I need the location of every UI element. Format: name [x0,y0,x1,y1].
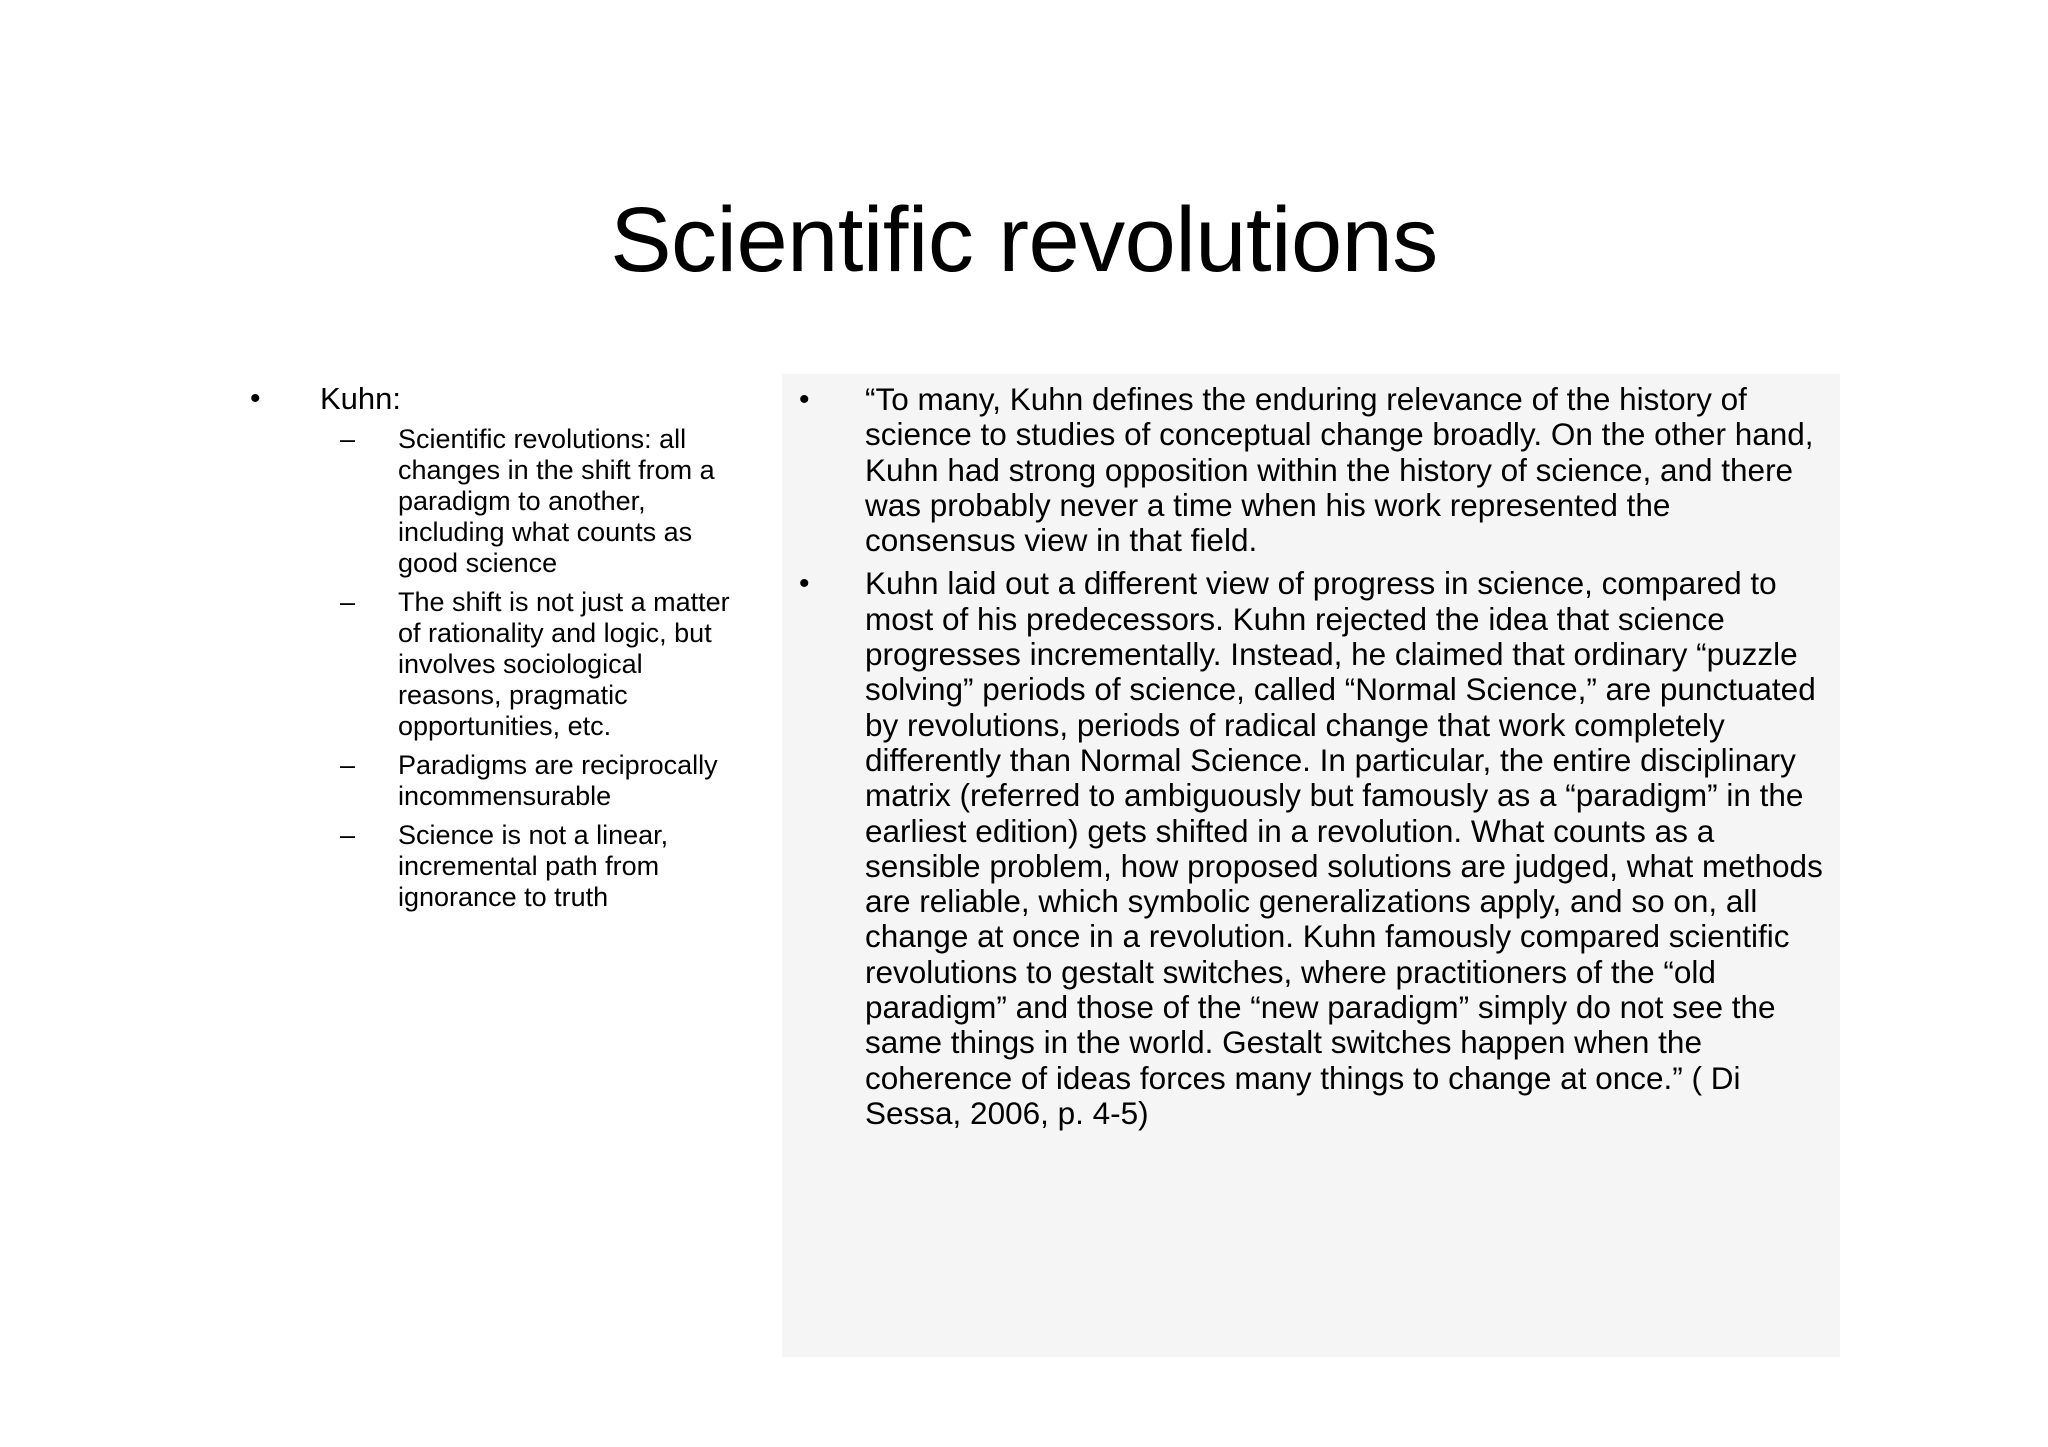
sub-item-text: Scientific revolutions: all changes in the shift from a paradigm to another, including what counts as good science [398,424,715,578]
sub-list-item [340,820,750,913]
slide-title: Scientific revolutions [610,189,1438,291]
kuhn-sub-list [320,424,750,913]
sub-list-item [340,587,750,742]
quote-list [782,374,1840,1131]
bullet-icon: • [250,382,261,415]
bullet-icon: • [799,383,810,416]
sub-item-text: The shift is not just a matter of rationality and logic, but involves sociological reasons, pragmatic opportunities, etc. [398,587,730,741]
quote-box [782,374,1840,1357]
sub-list-item [340,424,750,579]
sub-list-item [340,750,750,812]
dash-icon: – [340,587,356,617]
quote-item [782,566,1840,1131]
sub-item-text: Science is not a linear, incremental path from ignorance to truth [398,820,669,912]
kuhn-bullet [250,378,750,913]
quote-text: Kuhn laid out a different view of progress in science, compared to most of his predecessors. Kuhn rejected the idea that science progresses incrementally. Instead, he claimed that ordinary “puzzle solving” periods of science, called “Normal Science,” are punctuated by revolutions, periods of radical change that work completely differently than Normal Science. In particular, the entire disciplinary matrix (referred to ambiguously but famously as a “paradigm” in the earliest edition) gets shifted in a revolution. What counts as a sensible problem, how proposed solutions are judged, what methods are reliable, which symbolic generalizations apply, and so on, all change at once in a revolution. Kuhn famously compared scientific revolutions to gestalt switches, where practitioners of the “old paradigm” and those of the “new paradigm” simply do not see the same things in the world. Gestalt switches happen when the coherence of ideas forces many things to change at once.” ( Di Sessa, 2006, p. 4-5) [865,565,1823,1131]
dash-icon: – [340,424,356,454]
bullet-icon: • [799,567,810,601]
dash-icon: – [340,820,356,850]
left-column [250,378,750,921]
dash-icon: – [340,750,356,780]
kuhn-heading: Kuhn: [320,381,402,416]
sub-item-text: Paradigms are reciprocally incommensurable [398,750,718,811]
quote-item [782,382,1840,558]
quote-text: “To many, Kuhn defines the enduring relevance of the history of science to studies of conceptual change broadly. On the other hand, Kuhn had strong opposition within the history of science, and there was probably never a time when his work represented the consensus view in that field. [865,381,1814,559]
